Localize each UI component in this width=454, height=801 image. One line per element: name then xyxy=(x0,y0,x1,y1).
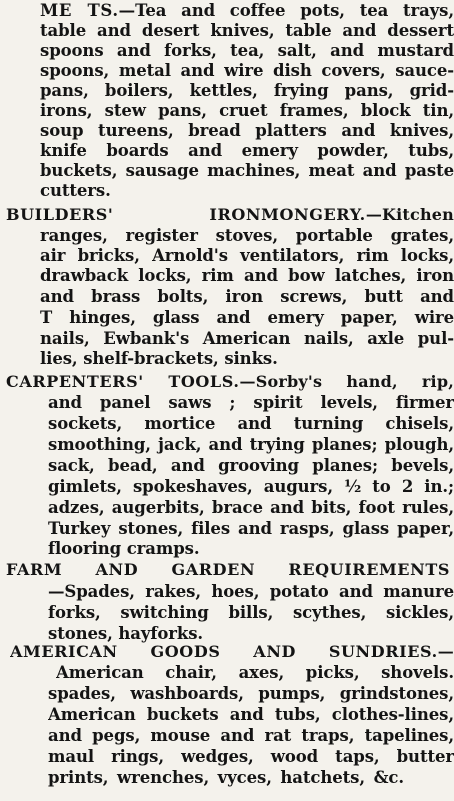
entry-line: stones, hayforks. xyxy=(48,624,204,643)
entry-line: American chair, axes, picks, shovels. xyxy=(56,663,454,682)
entry-heading: AMERICAN GOODS AND SUNDRIES. xyxy=(10,642,438,661)
entry-heading: BUILDERS' IRONMONGERY. xyxy=(6,205,366,224)
entry-line: buckets, sausage machines, meat and paste xyxy=(40,161,454,180)
entry-line: drawback locks, rim and bow latches, iron xyxy=(40,266,454,285)
entry-line: prints, wrenches, vyces, hatchets, &c. xyxy=(48,768,404,787)
entry-line: knife boards and emery powder, tubs, xyxy=(40,141,454,160)
entry-text: —Sorby's hand, rip, xyxy=(239,372,454,391)
entry-line: table and desert knives, table and dessert xyxy=(40,21,454,40)
entry-text: — xyxy=(437,642,454,661)
entry-line: sack, bead, and grooving planes; bevels, xyxy=(48,456,454,475)
entry-line: air bricks, Arnold's ventilators, rim locks, xyxy=(40,246,454,265)
entry-line xyxy=(40,1,454,21)
entry-line: adzes, augerbits, brace and bits, foot rules, xyxy=(48,498,454,517)
entry-line: T hinges, glass and emery paper, wire xyxy=(40,308,454,327)
entry-line: irons, stew pans, cruet frames, block tin, xyxy=(40,101,454,120)
entry-line: and brass bolts, iron screws, butt and xyxy=(40,287,454,306)
entry-line: sockets, mortice and turning chisels, xyxy=(48,414,454,433)
entry-heading: ME TS. xyxy=(40,1,119,20)
entry-line: American buckets and tubs, clothes-lines, xyxy=(48,705,454,724)
entry-line: flooring cramps. xyxy=(48,539,200,558)
entry-line: cutters. xyxy=(40,181,111,200)
entry-line: lies, shelf-brackets, sinks. xyxy=(40,349,278,368)
entry-line: Turkey stones, files and rasps, glass paper, xyxy=(48,519,454,538)
entry-line: ranges, register stoves, portable grates, xyxy=(40,226,454,245)
entry-line: forks, switching bills, scythes, sickles, xyxy=(48,603,454,622)
entry-line: —Spades, rakes, hoes, potato and manure xyxy=(48,582,454,601)
entry-line: spades, washboards, pumps, grindstones, xyxy=(48,684,454,703)
entry-heading: FARM AND GARDEN REQUIREMENTS xyxy=(6,560,450,579)
entry-line: maul rings, wedges, wood taps, butter xyxy=(48,747,454,766)
entry-line: soup tureens, bread platters and knives, xyxy=(40,121,454,140)
entry-line: and pegs, mouse and rat traps, tapelines, xyxy=(48,726,454,745)
entry-line xyxy=(10,642,454,662)
entry-line: pans, boilers, kettles, frying pans, grid- xyxy=(40,81,454,100)
entry-line: gimlets, spokeshaves, augurs, ½ to 2 in.; xyxy=(48,477,454,496)
entry-line: spoons, metal and wire dish covers, sauce- xyxy=(40,61,454,80)
entry-line: nails, Ewbank's American nails, axle pul- xyxy=(40,329,454,348)
entry-line: and panel saws ; spirit levels, firmer xyxy=(48,393,454,412)
entry-line: spoons and forks, tea, salt, and mustard xyxy=(40,41,454,60)
entry-line: smoothing, jack, and trying planes; plough, xyxy=(48,435,454,454)
entry-line xyxy=(6,205,454,225)
entry-text: —Tea and coffee pots, tea trays, xyxy=(118,1,454,20)
entry-line xyxy=(6,372,454,392)
entry-text: —Kitchen xyxy=(365,205,454,224)
entry-heading: CARPENTERS' TOOLS. xyxy=(6,372,240,391)
